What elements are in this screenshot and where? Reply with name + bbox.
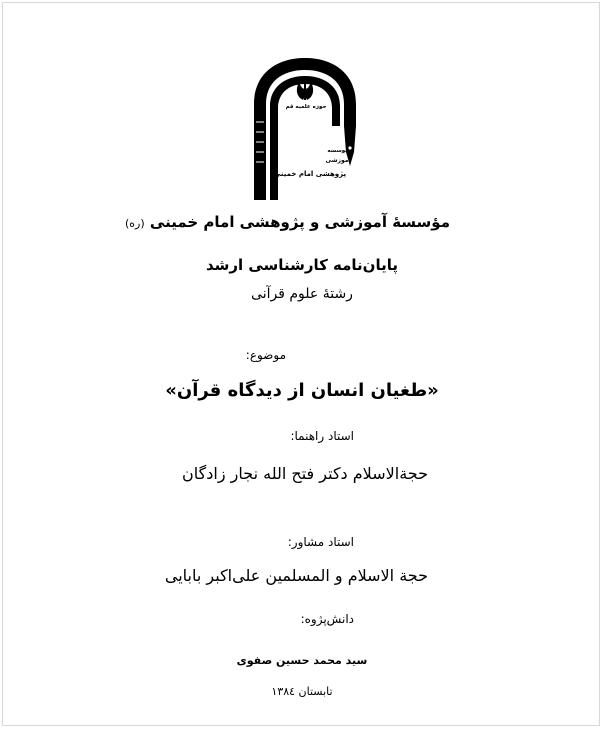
institute-name [124,213,450,231]
supervisor-label: استاد راهنما: [290,429,354,443]
logo-inst-line2: آموزشی [325,157,351,164]
institute-name-text: مؤسسۀ آموزشی و پژوهشی امام خمینی [149,213,450,231]
date: تابستان ۱۳۸٤ [271,685,333,698]
advisor-label: استاد مشاور: [287,535,354,549]
student-label: دانش‌پژوه: [300,612,354,626]
student-name: سید محمد حسین صفوی [236,654,368,667]
topic-label: موضوع: [245,348,286,362]
institute-emblem [246,52,364,202]
field-of-study: رشتۀ علوم قرآنی [251,286,353,302]
logo-inst-line3: پژوهشی امام خمینی [273,170,347,178]
supervisor-name: حجة‌الاسلام دکتر فتح الله نجار زادگان [182,464,428,483]
advisor-name: حجة الاسلام و المسلمین علی‌اکبر بابایی [164,566,428,585]
logo-inst-line1: موسسه [327,148,349,154]
logo-seminary-text: حوزه علمیه قم [285,104,327,110]
thesis-type: پایان‌نامه کارشناسی ارشد [205,256,399,274]
topic-title: «طغیان انسان از دیدگاه قرآن» [165,380,439,401]
institute-honorific: (ره) [124,217,145,230]
